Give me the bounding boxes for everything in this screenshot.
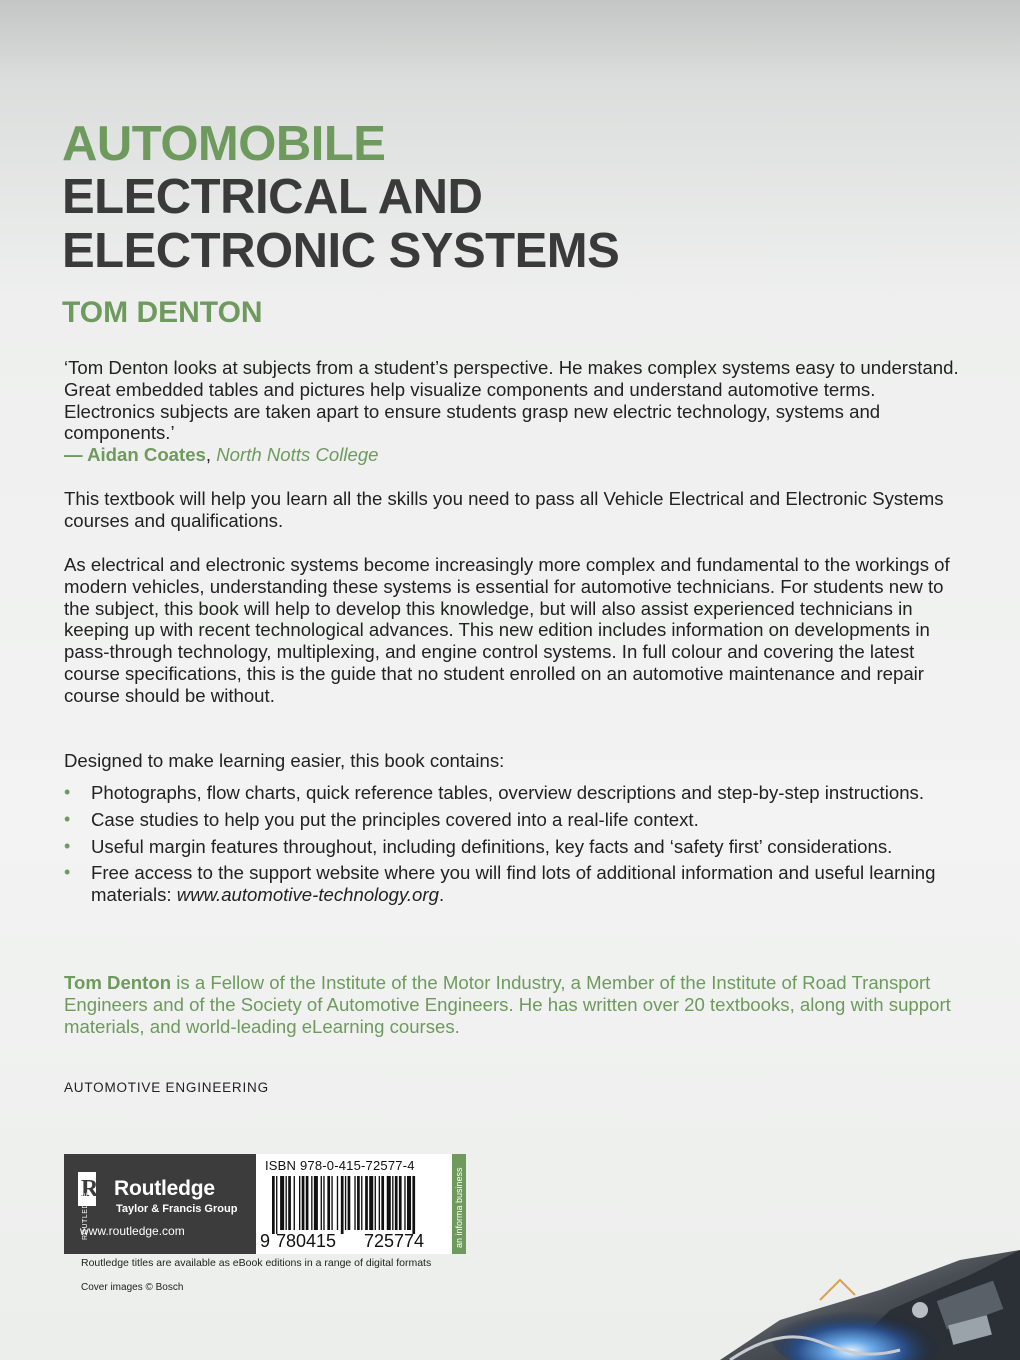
barcode-bar [331, 1176, 332, 1230]
barcode-bar [399, 1176, 402, 1230]
engine-photo-image [720, 1250, 1020, 1360]
description-paragraph: As electrical and electronic systems become increasingly more complex and fundamental to the workings of modern vehicles, understanding these systems is essential for automotive technicians. For students new to the subject, this book will help to develop this knowledge, but will also assist experienced technicians in keeping up with recent technological advances. This new edition includes information on developments in pass-through technology, multiplexing, and engine control systems. In full colour and covering the latest course specifications, this is the guide that no student enrolled on an automotive maintenance and repair course should be without. [64, 554, 950, 706]
feature-text: Free access to the support website where you will find lots of additional information and useful learning materials: [91, 862, 936, 906]
quote-text: ‘Tom Denton looks at subjects from a student’s perspective. He makes complex systems easy to understand. Great embedded tables and pictures help visualize components and understand automotive terms. Electronics subjects are taken apart to ensure students grasp new electric technology, systems and components.’ [64, 357, 959, 444]
ebook-note: Routledge titles are available as eBook editions in a range of digital formats [81, 1257, 432, 1269]
barcode-bar [348, 1176, 351, 1230]
publisher-group: Taylor & Francis Group [116, 1203, 238, 1215]
barcode-bar [404, 1176, 405, 1230]
barcode-bar [375, 1176, 376, 1230]
barcode-bar [306, 1176, 309, 1230]
barcode-bar [365, 1176, 368, 1230]
isbn-digits-group1: 780415 [276, 1231, 337, 1251]
barcode-bar [302, 1176, 305, 1230]
contains-intro: Designed to make learning easier, this book contains: [64, 750, 505, 771]
review-quote [64, 357, 964, 466]
cover-credit: Cover images © Bosch [81, 1282, 184, 1293]
bullet-icon: • [64, 782, 71, 802]
bio-text: is a Fellow of the Institute of the Motor Industry, a Member of the Institute of Road Transport Engineers and of the Society of Automotive Engineers. He has written over 20 textbooks, along with support materials, and world-leading eLearning courses. [64, 972, 951, 1037]
barcode-bar [357, 1176, 360, 1230]
barcode-bar [345, 1176, 346, 1230]
list-item [64, 809, 944, 831]
isbn-label: ISBN 978-0-415-72577-4 [265, 1158, 415, 1173]
logo-letter: R [81, 1176, 99, 1202]
title-line-3: ELECTRONIC SYSTEMS [62, 224, 620, 278]
bullet-icon: • [64, 835, 71, 856]
list-item [64, 782, 944, 804]
author-name: TOM DENTON [62, 296, 263, 329]
category-label: AUTOMOTIVE ENGINEERING [64, 1080, 269, 1095]
barcode-bar [412, 1176, 415, 1234]
barcode-bar [387, 1176, 391, 1230]
author-bio [64, 972, 964, 1037]
feature-text: Photographs, flow charts, quick reference tables, overview descriptions and step-by-step instructions. [91, 782, 924, 803]
quote-separator: , [205, 444, 217, 466]
publisher-website[interactable]: www.routledge.com [80, 1224, 185, 1238]
barcode-bar [272, 1176, 275, 1234]
bullet-icon: • [64, 862, 71, 883]
barcode-block [256, 1154, 452, 1254]
barcode-bar [321, 1176, 322, 1230]
barcode-bar [407, 1176, 411, 1230]
quote-reviewer: Aidan Coates [87, 444, 206, 466]
barcode-bar [288, 1176, 291, 1230]
title-line-2: ELECTRICAL AND [62, 170, 483, 224]
barcode-bar [381, 1176, 384, 1230]
feature-list [64, 782, 944, 911]
barcode-bar [276, 1176, 277, 1234]
feature-text: Useful margin features throughout, including definitions, key facts and ‘safety first’ considerations. [91, 835, 893, 857]
barcode-bar [395, 1176, 398, 1230]
barcode-bar [314, 1176, 318, 1230]
bullet-icon: • [64, 808, 71, 829]
barcode-bar [341, 1176, 344, 1234]
spine-text: ROUTLEDGE [82, 1191, 89, 1240]
barcode-bar [392, 1176, 393, 1230]
barcode-bar [299, 1176, 300, 1230]
barcode-bar [361, 1176, 362, 1230]
feature-text: Case studies to help you put the principles covered into a real-life context. [91, 808, 699, 830]
list-item [64, 836, 944, 858]
quote-college: North Notts College [216, 444, 379, 466]
feature-text-end: . [438, 884, 445, 906]
publisher-block [64, 1154, 256, 1254]
barcode-bar [323, 1176, 324, 1230]
quote-dash: — [64, 444, 88, 466]
barcode-bar [311, 1176, 312, 1230]
barcode-bar [327, 1176, 330, 1230]
support-website-link[interactable]: www.automotive-technology.org [176, 884, 439, 906]
barcode-bar [369, 1176, 373, 1230]
publisher-name: Routledge [114, 1177, 215, 1200]
informa-strip [452, 1154, 466, 1254]
barcode-bar [354, 1176, 355, 1230]
bio-name: Tom Denton [64, 972, 172, 993]
barcode-bar [280, 1176, 284, 1230]
intro-paragraph: This textbook will help you learn all the skills you need to pass all Vehicle Electrical and Electronic Systems courses and qualifications. [64, 488, 944, 531]
barcode-bar [294, 1176, 295, 1230]
isbn-digits-group2: 725774 [364, 1231, 425, 1251]
isbn-digit-first: 9 [260, 1231, 271, 1251]
barcode-bar [337, 1176, 338, 1230]
list-item [64, 862, 944, 906]
barcode-bar [379, 1176, 380, 1230]
barcode-bar [286, 1176, 287, 1230]
informa-text: an informa business [454, 1167, 464, 1248]
title-line-1: AUTOMOBILE [62, 117, 386, 171]
